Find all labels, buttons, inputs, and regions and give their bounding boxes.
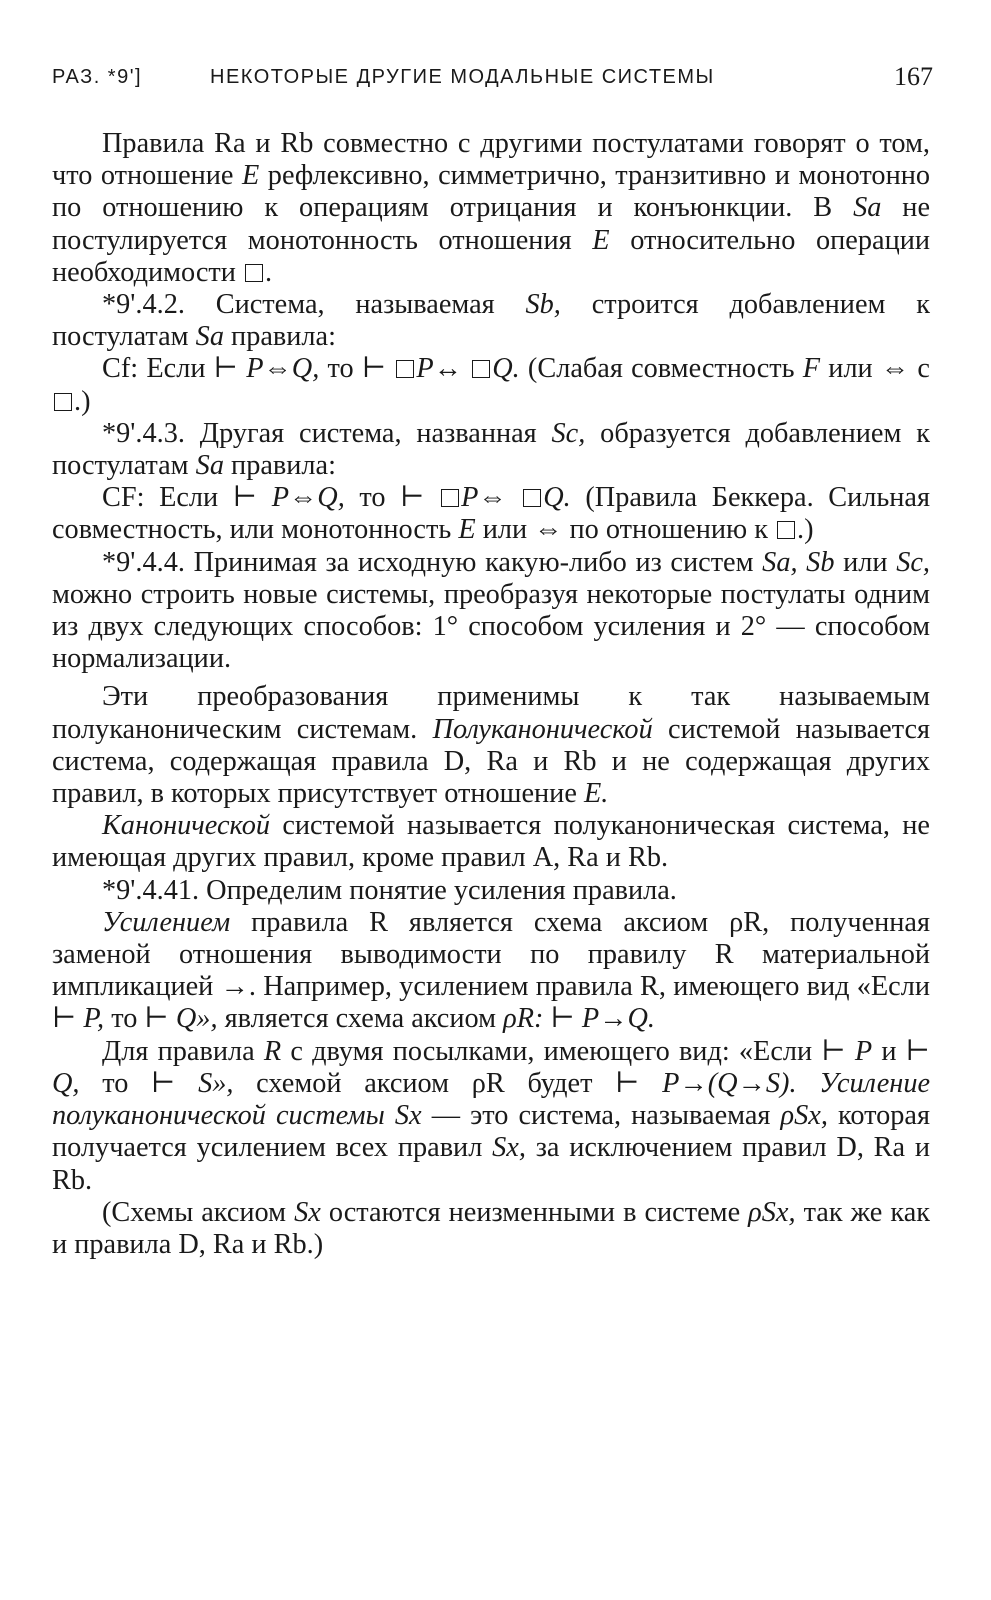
necessity-box-icon	[777, 521, 795, 539]
paragraph-9-4-4: *9'.4.4. Принимая за исходную какую-либо из систем Sa, Sb или Sc, можно строить новые системы, преобразуя некоторые постулаты одним из двух следующих способов: 1° способом усиления и 2° — способом нормализации.	[52, 546, 930, 675]
paragraph-two-premises: Для правила R с двумя посылками, имеющего вид: «Если ⊢ P и ⊢ Q, то ⊢ S», схемой аксиом ρR будет ⊢ P→(Q→S). Усиление полуканонической системы Sx — это система, называемая ρSx, которая получается усилением всех правил Sx, за исключением правил D, Ra и Rb.	[52, 1035, 931, 1196]
rule-cf: Cf: Если ⊢ P⇔Q, то ⊢ P↔ Q. (Слабая совместность F или ⇔ с .)	[52, 353, 930, 417]
necessity-box-icon	[396, 360, 414, 378]
paragraph-1: Правила Ra и Rb совместно с другими постулатами говорят о том, что отношение E рефлексивно, симметрично, транзитивно и монотонно по отношению к операциям отрицания и конъюнкции. В Sa не постулируется монотонность отношения E относительно операции необходимости .	[52, 128, 931, 288]
necessity-box-icon	[245, 264, 263, 282]
paragraph-canonical: Канонической системой называется полуканоническая система, не имеющая других правил, кроме правил A, Ra и Rb.	[52, 810, 930, 874]
section-label: РАЗ. *9']	[52, 66, 143, 88]
necessity-box-icon	[441, 489, 459, 507]
paragraph-9-4-41: *9'.4.41. Определим понятие усиления правила.	[102, 874, 677, 906]
paragraph-transformations: Эти преобразования применимы к так называемым полуканоническим системам. Полуканонической системой называется система, содержащая правила D, Ra и Rb и не содержащая других правил, в которых присутствует отношение E.	[52, 681, 931, 810]
paragraph-9-4-2: *9'.4.2. Система, называемая Sb, строится добавлением к постулатам Sa правила:	[52, 289, 930, 353]
necessity-box-icon	[523, 489, 541, 507]
paragraph-strengthening: Усилением правила R является схема аксиом ρR, полученная заменой отношения выводимости по правилу R материальной импликацией →. Например, усилением правила R, имеющего вид «Если ⊢ P, то ⊢ Q», является схема аксиом ρR: ⊢ P→Q.	[52, 906, 930, 1035]
necessity-box-icon	[54, 393, 72, 411]
running-header	[52, 58, 933, 98]
paragraph-axiom-schemes: (Схемы аксиом Sx остаются неизменными в системе ρSx, так же как и правила D, Ra и Rb.)	[52, 1196, 931, 1260]
chapter-title: НЕКОТОРЫЕ ДРУГИЕ МОДАЛЬНЫЕ СИСТЕМЫ	[210, 66, 715, 88]
page-body	[52, 128, 930, 1261]
page-number: 167	[894, 62, 933, 91]
necessity-box-icon	[472, 360, 490, 378]
rule-cf-strong: CF: Если ⊢ P⇔Q, то ⊢ P⇔ Q. (Правила Беккера. Сильная совместность, или монотонность E или ⇔ по отношению к .)	[52, 482, 930, 546]
paragraph-9-4-3: *9'.4.3. Другая система, названная Sc, образуется добавлением к постулатам Sa правила:	[52, 417, 930, 482]
